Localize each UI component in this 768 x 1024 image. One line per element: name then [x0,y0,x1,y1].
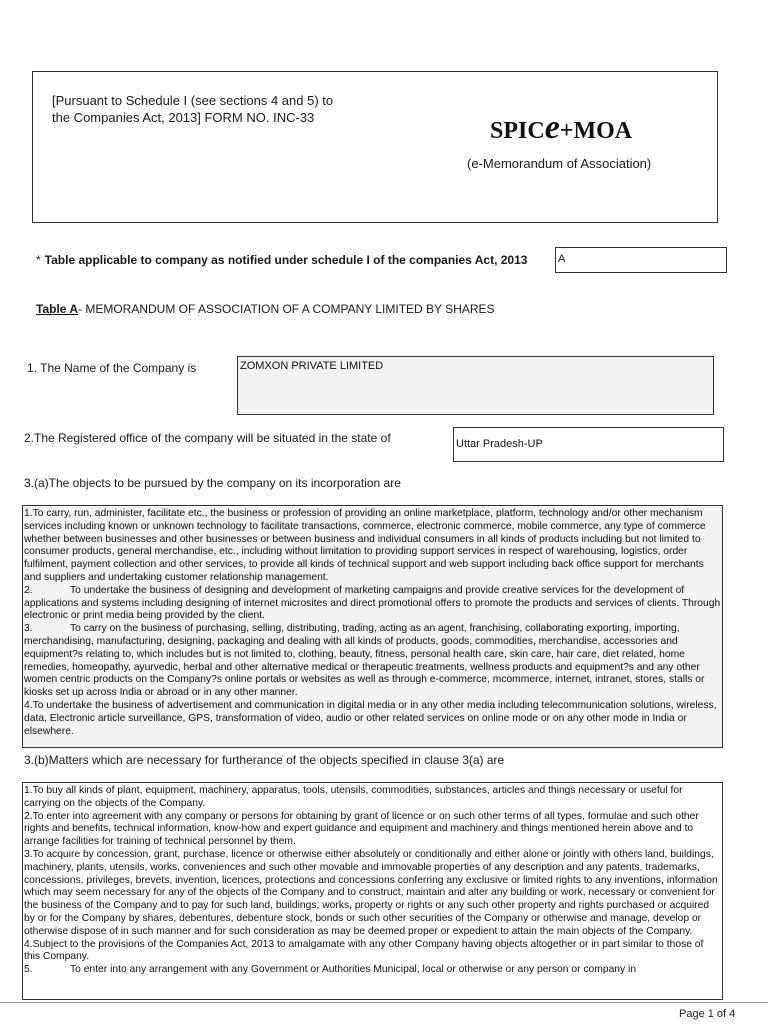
pursuant-line-2: the Companies Act, 2013] FORM NO. INC-33 [52,110,315,125]
objects-textarea[interactable] [22,505,723,748]
table-a-prefix: Table A [36,302,79,316]
table-applicable-field[interactable]: A [555,247,727,273]
matters-paragraph: 3.To acquire by concession, grant, purchase, licence or otherwise either absolutely or conditionally and either alone or jointly with others land, buildings, machinery, plants, utensils, works, conveniences and such other movable and immovable properties of any description and any patents, trademarks, concessions, privileges, brevets, invention, licences, protections and concessions conferring any exclusive or limited rights to any inventions, information which may seem necessary for any of the objects of the Company and to construct, maintain and alter any building or work, necessary or convenient for the business of the Company and to pay for such land, buildings, works, property or rights or any such other property and rights purchased or acquired by or for the Company by shares, debentures, debenture stock, bonds or such other securities of the Company or otherwise and manage, develop or otherwise dispose of in such manner and for such consideration as may be deemed proper or expedient to attain the main objects of the Company. [24,848,718,937]
table-applicable-label: * Table applicable to company as notified under schedule I of the companies Act, 2013 [36,253,528,267]
matters-textarea[interactable] [22,782,723,1000]
matters-paragraph: 1.To buy all kinds of plant, equipment, machinery, apparatus, tools, utensils, commodities, substances, articles and things necessary or useful for carrying on the objects of the Company. [24,785,683,809]
registered-office-state-field[interactable]: Uttar Pradesh-UP [453,427,724,462]
company-name-label: 1. The Name of the Company is [27,361,197,375]
spice-moa-logo: SPICe+MOA [490,109,633,146]
objects-paragraph: 1.To carry, run, administer, facilitate etc., the business or profession of providing an online marketplace, platform, technology and/or other mechanism services including known or unknown technology to facilitate transactions, commerce, electronic commerce, mobile commerce, any type of commerce whether between businesses and other businesses or between business and individual consumers in all kinds of products including but not limited to consumer products, general merchandise, etc., including without limitation to providing support services in respect of warehousing, logistics, order fulfilment, payment collection and other services, to provide all kinds of technical support and web support including back office support for merchants and suppliers and undertaking customer relationship management. [24,508,706,583]
matters-label: 3.(b)Matters which are necessary for furtherance of the objects specified in clause 3(a) are [24,753,505,767]
objects-paragraph: 3. To carry on the business of purchasing, selling, distributing, trading, acting as an agent, franchising, collaborating exporting, importing, merchandising, manufacturing, designing, packaging and dealing with all kinds of products, goods, commodities, merchandise, accessories and equipment?s relating to, which includes but is not limited to, clothing, beauty, fitness, personal health care, skin care, hair care, diet related, home remedies, homeopathy, ayurvedic, herbal and other alternative medical or therapeutic treatments, wellness products and equipment?s and any other women centric products on the Company?s online portals or websites as well as through e-commerce, mcommerce, internet, intranet, stores, stalls or kiosks set up across India or abroad or in any other manner. [24,623,705,699]
table-a-heading [36,302,495,316]
matters-paragraph: 5. To enter into any arrangement with any Government or Authorities Municipal, local or otherwise or any person or company in [24,964,637,976]
registered-office-label: 2.The Registered office of the company will be situated in the state of [24,431,391,445]
objects-paragraph: 2. To undertake the business of designing and development of marketing campaigns and provide creative services for the development of applications and systems including designing of internet microsites and direct promotional offers to promote the products and services of clients. Through electronic or print media being provided by the client. [24,584,721,622]
brand-subtitle: (e-Memorandum of Association) [467,156,652,171]
pursuant-line-1: [Pursuant to Schedule I (see sections 4 and 5) to [52,93,334,108]
company-name-field[interactable]: ZOMXON PRIVATE LIMITED [237,356,714,415]
matters-paragraph: 4.Subject to the provisions of the Companies Act, 2013 to amalgamate with any other Company having objects altogether or in part similar to those of this Company. [24,938,704,963]
objects-label: 3.(a)The objects to be pursued by the company on its incorporation are [24,476,401,490]
footer-divider [0,1002,768,1003]
objects-paragraph: 4.To undertake the business of advertisement and communication in digital media or in any other media including telecommunication solutions, wireless, data, Electronic article surveillance, GPS, transformation of video, audio or other related services on online mode or on any other mode in India or elsewhere. [24,699,717,737]
form-reference [52,92,352,126]
required-marker: * [36,253,41,267]
page-number: Page 1 of 4 [679,1008,736,1020]
table-a-title: - MEMORANDUM OF ASSOCIATION OF A COMPANY LIMITED BY SHARES [78,302,495,316]
matters-paragraph: 2.To enter into agreement with any company or persons for obtaining by grant of licence or on such other terms of all types, formulae and such other rights and benefits, technical information, know-how and expert guidance and equipment and machinery and things mentioned herein above and to arrange facilities for training of technical personnel by them. [24,810,699,848]
